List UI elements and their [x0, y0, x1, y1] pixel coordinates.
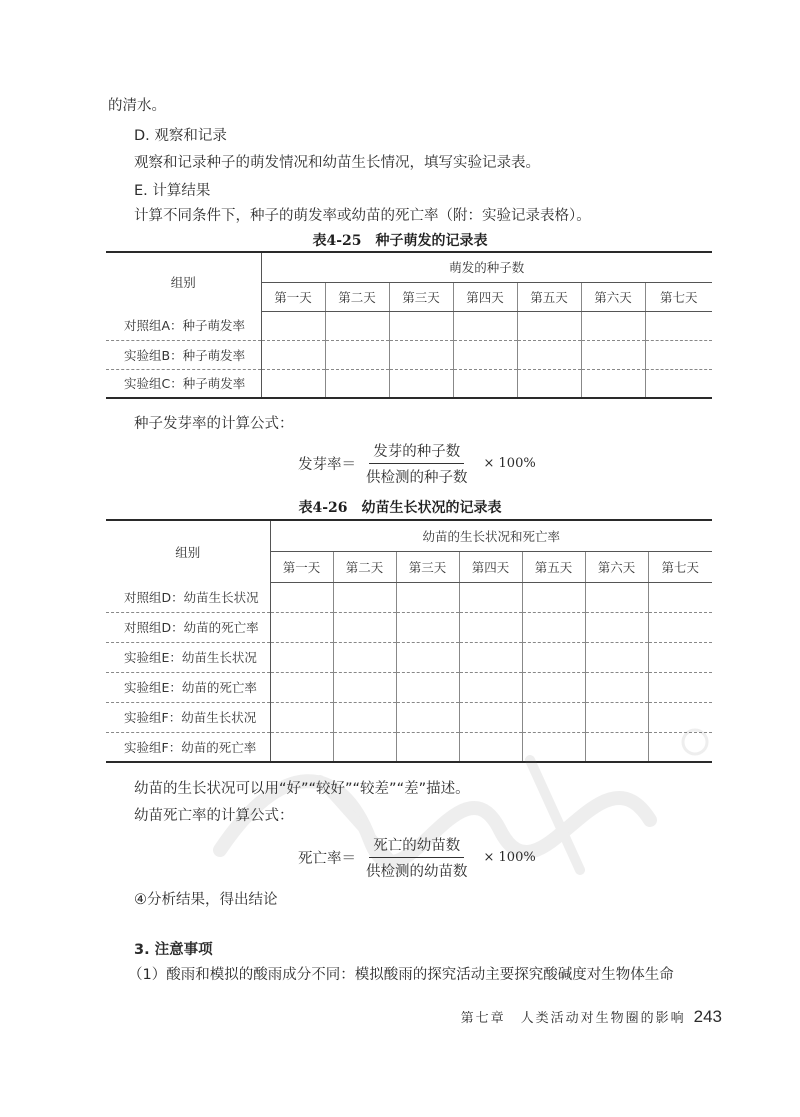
table-row: [106, 369, 712, 398]
table-cell: [333, 612, 396, 642]
table2-title: 幼苗生长状况的记录表: [361, 500, 502, 516]
formula1-multiplier: × 100%: [483, 456, 536, 471]
formula1-numerator: 发芽的种子数: [369, 440, 464, 464]
table-cell: [459, 612, 522, 642]
formula2-intro: 幼苗死亡率的计算公式：: [134, 808, 294, 824]
table-cell: [453, 340, 517, 369]
section3-heading: 3. 注意事项: [134, 942, 213, 958]
table2-row-label: 实验组F：幼苗的死亡率: [106, 732, 270, 762]
formula1-lhs: 发芽率＝: [298, 457, 356, 473]
table-cell: [270, 672, 333, 702]
table-cell: [645, 340, 712, 369]
section3-line: （1）酸雨和模拟的酸雨成分不同：模拟酸雨的探究活动主要探究酸碱度对生物体生命: [128, 967, 674, 983]
table2-number: 表4-26: [298, 500, 348, 516]
table2-span-header: 幼苗的生长状况和死亡率: [270, 520, 712, 551]
table-cell: [645, 369, 712, 398]
table-cell: [581, 311, 645, 340]
table-cell: [325, 340, 389, 369]
table1-row-label: 对照组A：种子萌发率: [106, 311, 261, 340]
table-cell: [453, 369, 517, 398]
formula1-intro: 种子发芽率的计算公式：: [134, 416, 294, 432]
table1-day-header: 第七天: [645, 282, 712, 311]
table-cell: [325, 369, 389, 398]
table1-caption: [0, 230, 800, 250]
table-cell: [585, 672, 648, 702]
table1: [106, 251, 712, 399]
table-cell: [522, 582, 585, 612]
table-cell: [581, 369, 645, 398]
table1-title: 种子萌发的记录表: [375, 233, 488, 249]
table-cell: [459, 672, 522, 702]
table2-day-header: 第五天: [522, 551, 585, 582]
table2-row-label: 对照组D：幼苗生长状况: [106, 582, 270, 612]
table-row: [106, 340, 712, 369]
table1-day-header: 第六天: [581, 282, 645, 311]
table-row: [106, 582, 712, 612]
formula1-fraction: [362, 440, 472, 487]
table1-day-header: 第一天: [261, 282, 325, 311]
table-cell: [648, 612, 712, 642]
table-cell: [453, 311, 517, 340]
growth-description-line: 幼苗的生长状况可以用“好”“较好”“较差”“差”描述。: [134, 781, 470, 797]
table2-day-header: 第一天: [270, 551, 333, 582]
table2-caption: [0, 497, 800, 517]
mortality-rate-formula: [298, 834, 536, 881]
table-cell: [522, 672, 585, 702]
table1-row-label: 实验组B：种子萌发率: [106, 340, 261, 369]
page-footer: [461, 1007, 722, 1027]
table-cell: [459, 582, 522, 612]
table-row: [106, 311, 712, 340]
step-d-heading: D. 观察和记录: [134, 128, 227, 144]
table-cell: [517, 340, 581, 369]
chapter-running-title: 第七章 人类活动对生物圈的影响: [460, 1011, 686, 1026]
table-row: [106, 612, 712, 642]
body-line-3: 观察和记录种子的萌发情况和幼苗生长情况，填写实验记录表。: [134, 155, 540, 171]
table2-day-header: 第二天: [333, 551, 396, 582]
table-cell: [333, 672, 396, 702]
table2-day-header: 第四天: [459, 551, 522, 582]
table-cell: [585, 612, 648, 642]
table-cell: [581, 340, 645, 369]
table-cell: [333, 642, 396, 672]
table2-day-header: 第六天: [585, 551, 648, 582]
table-cell: [517, 369, 581, 398]
page-number: 243: [693, 1007, 722, 1026]
table-cell: [459, 642, 522, 672]
table-cell: [396, 582, 459, 612]
table1-span-header: 萌发的种子数: [261, 252, 712, 282]
body-line-5: 计算不同条件下，种子的萌发率或幼苗的死亡率（附：实验记录表格）。: [134, 208, 591, 224]
table1-group-header: 组别: [106, 252, 261, 311]
table-cell: [396, 672, 459, 702]
table2-row-label: 实验组F：幼苗生长状况: [106, 702, 270, 732]
table-cell: [389, 369, 453, 398]
step4-line: ④分析结果，得出结论: [134, 892, 278, 908]
germination-rate-formula: [298, 440, 536, 487]
formula2-denominator: 供检测的幼苗数: [366, 864, 468, 880]
table1-day-header: 第四天: [453, 282, 517, 311]
table-cell: [648, 642, 712, 672]
table-cell: [389, 340, 453, 369]
table-cell: [261, 369, 325, 398]
table1-day-header: 第二天: [325, 282, 389, 311]
table-cell: [517, 311, 581, 340]
formula2-numerator: 死亡的幼苗数: [369, 834, 464, 858]
table1-day-header: 第三天: [389, 282, 453, 311]
step-e-heading: E. 计算结果: [134, 183, 211, 199]
table-cell: [396, 612, 459, 642]
table1-row-label: 实验组C：种子萌发率: [106, 369, 261, 398]
table2-row-label: 实验组E：幼苗的死亡率: [106, 672, 270, 702]
table-row: [106, 672, 712, 702]
table-cell: [389, 311, 453, 340]
formula2-lhs: 死亡率＝: [298, 851, 356, 867]
table2-day-header: 第七天: [648, 551, 712, 582]
formula2-multiplier: × 100%: [483, 850, 536, 865]
formula1-denominator: 供检测的种子数: [366, 470, 468, 486]
table1-day-header: 第五天: [517, 282, 581, 311]
table-cell: [585, 582, 648, 612]
table-cell: [261, 311, 325, 340]
table-cell: [270, 642, 333, 672]
table-cell: [261, 340, 325, 369]
table1-number: 表4-25: [312, 233, 362, 249]
table-cell: [648, 672, 712, 702]
table2-group-header: 组别: [106, 520, 270, 582]
table2-row-label: 对照组D：幼苗的死亡率: [106, 612, 270, 642]
table-cell: [325, 311, 389, 340]
table-cell: [648, 582, 712, 612]
table-cell: [396, 642, 459, 672]
table-cell: [270, 582, 333, 612]
table-cell: [645, 311, 712, 340]
table2-day-header: 第三天: [396, 551, 459, 582]
table-cell: [333, 582, 396, 612]
table-cell: [522, 612, 585, 642]
table-row: [106, 642, 712, 672]
formula2-fraction: [362, 834, 472, 881]
table-cell: [522, 642, 585, 672]
body-line-1: 的清水。: [108, 98, 166, 114]
table2-row-label: 实验组E：幼苗生长状况: [106, 642, 270, 672]
table-cell: [270, 612, 333, 642]
table-cell: [585, 642, 648, 672]
